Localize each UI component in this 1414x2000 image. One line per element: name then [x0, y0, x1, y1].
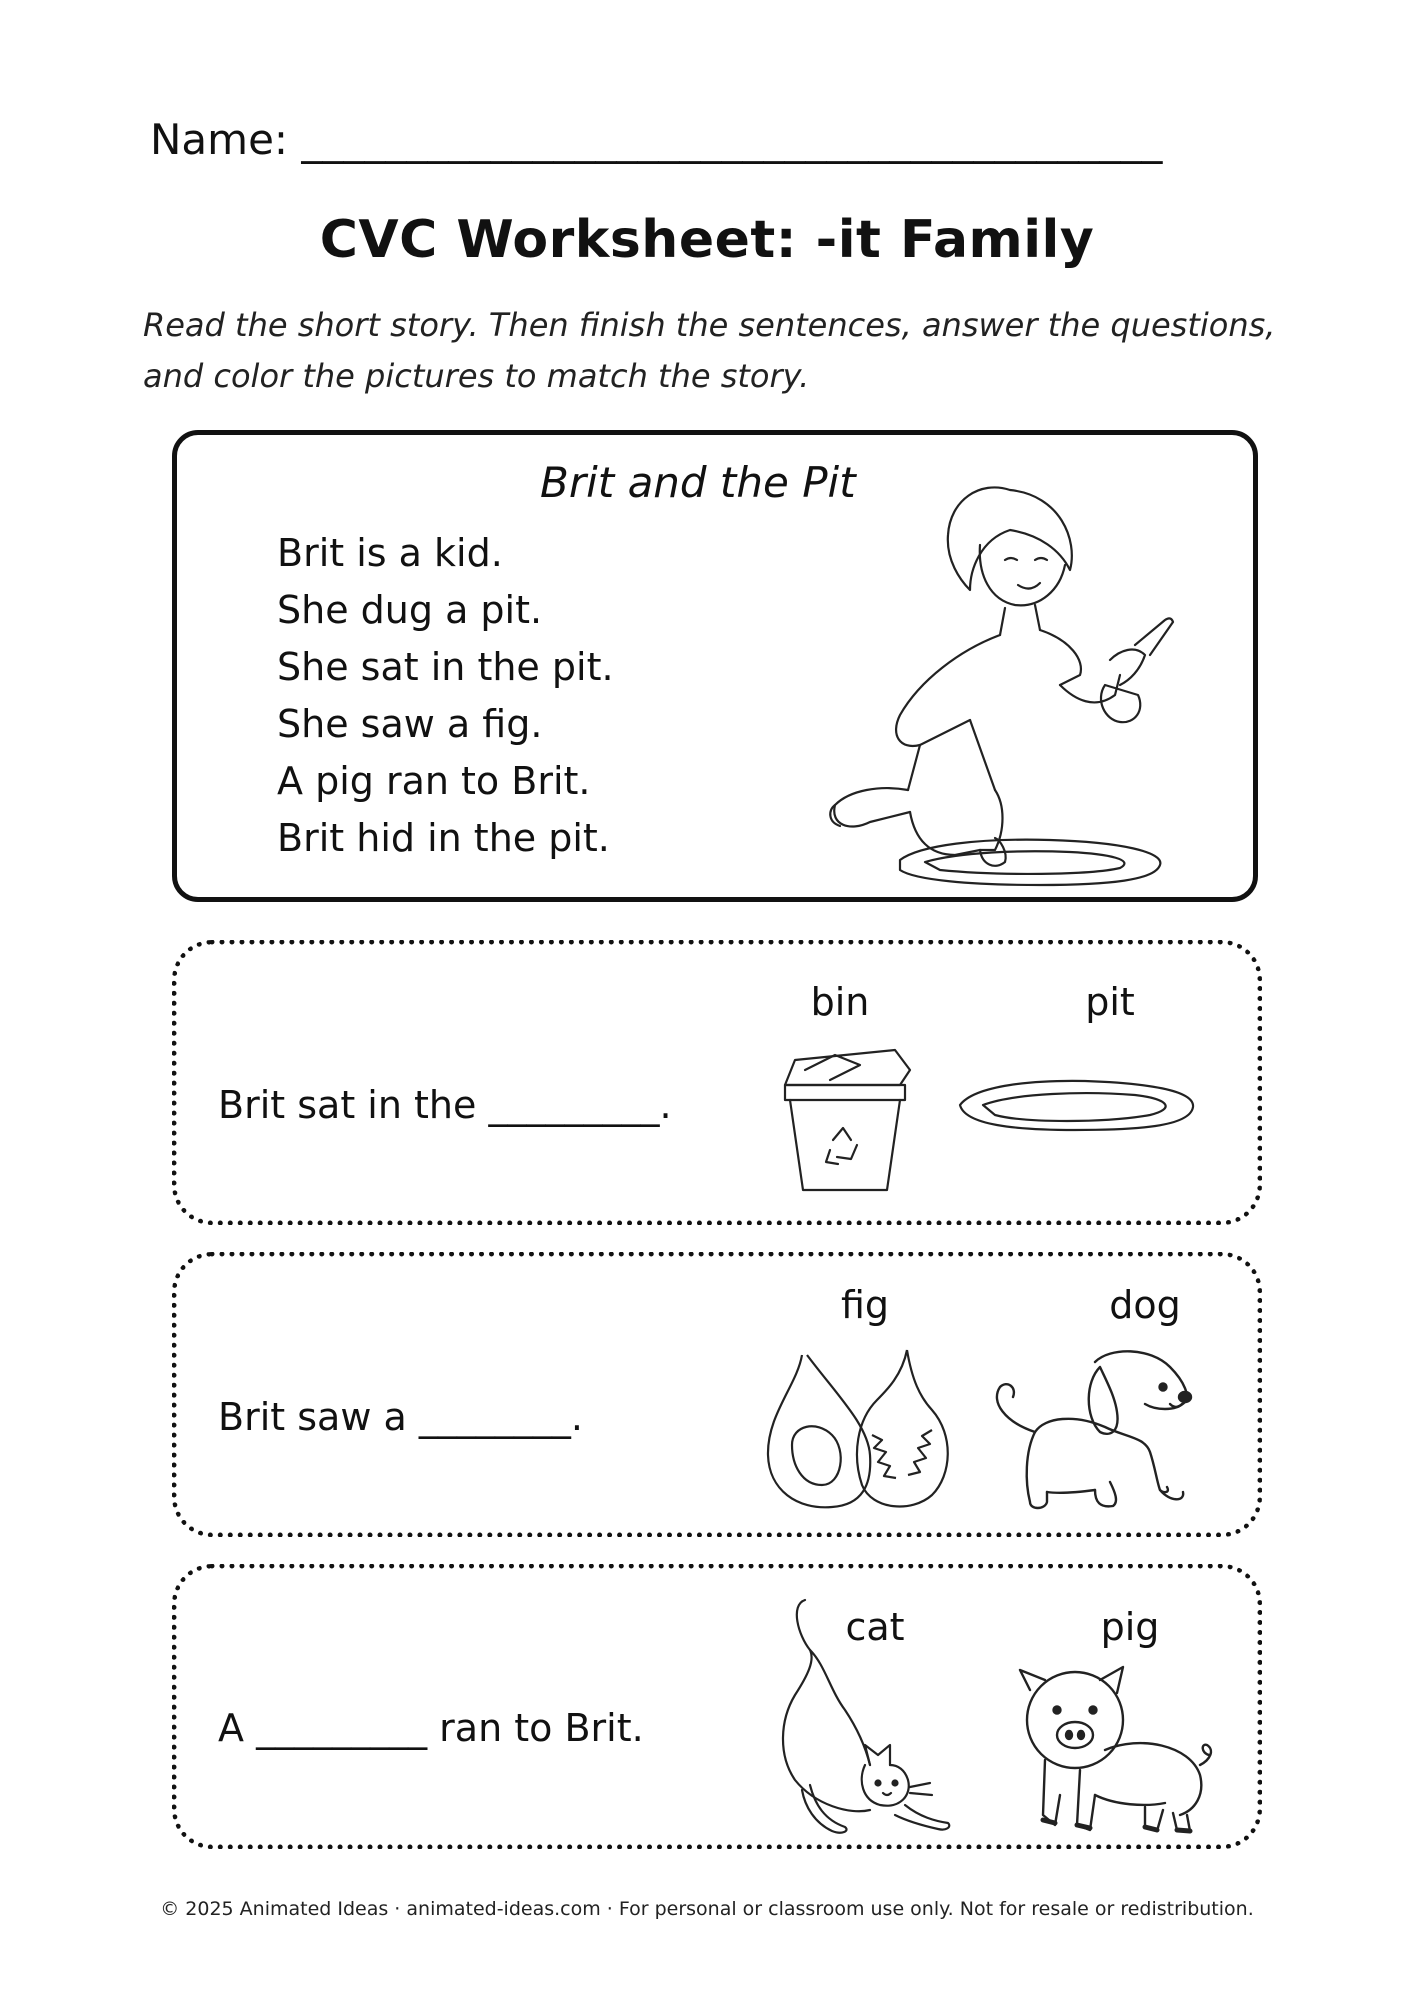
option-word: dog [1109, 1283, 1181, 1327]
dog-icon[interactable] [985, 1342, 1200, 1517]
story-title: Brit and the Pit [540, 458, 856, 507]
cat-icon[interactable] [770, 1595, 955, 1835]
footer-copyright: © 2025 Animated Ideas · animated-ideas.com · For personal or classroom use only. Not for resale or redistribution. [160, 1898, 1254, 1920]
question-sentence: Brit saw a ________. [218, 1395, 583, 1439]
name-line[interactable]: Name: _________________________________________ [150, 115, 1163, 164]
option-word: fig [840, 1283, 890, 1327]
question-sentence: A _________ ran to Brit. [218, 1706, 644, 1750]
recycling-bin-icon[interactable] [775, 1040, 915, 1195]
story-line: She dug a pit. [277, 588, 543, 632]
story-line: She sat in the pit. [277, 645, 614, 689]
story-line: She saw a fig. [277, 702, 543, 746]
instructions: Read the short story. Then finish the sentences, answer the questions, and color the pictures to match the story. [143, 306, 1276, 395]
girl-digging-pit-icon [820, 460, 1200, 880]
story-line: Brit is a kid. [277, 531, 503, 575]
option-word: pit [1085, 980, 1135, 1024]
story-line: A pig ran to Brit. [277, 759, 591, 803]
story-text [277, 525, 614, 867]
fig-icon[interactable] [762, 1345, 957, 1515]
pig-icon[interactable] [1005, 1665, 1220, 1840]
story-line: Brit hid in the pit. [277, 816, 610, 860]
option-word: pig [1100, 1605, 1160, 1649]
worksheet-title: CVC Worksheet: -it Family [319, 210, 1095, 270]
option-word: bin [810, 980, 870, 1024]
question-sentence: Brit sat in the _________. [218, 1083, 672, 1127]
option-word: cat [845, 1605, 905, 1649]
pit-icon[interactable] [955, 1075, 1200, 1135]
